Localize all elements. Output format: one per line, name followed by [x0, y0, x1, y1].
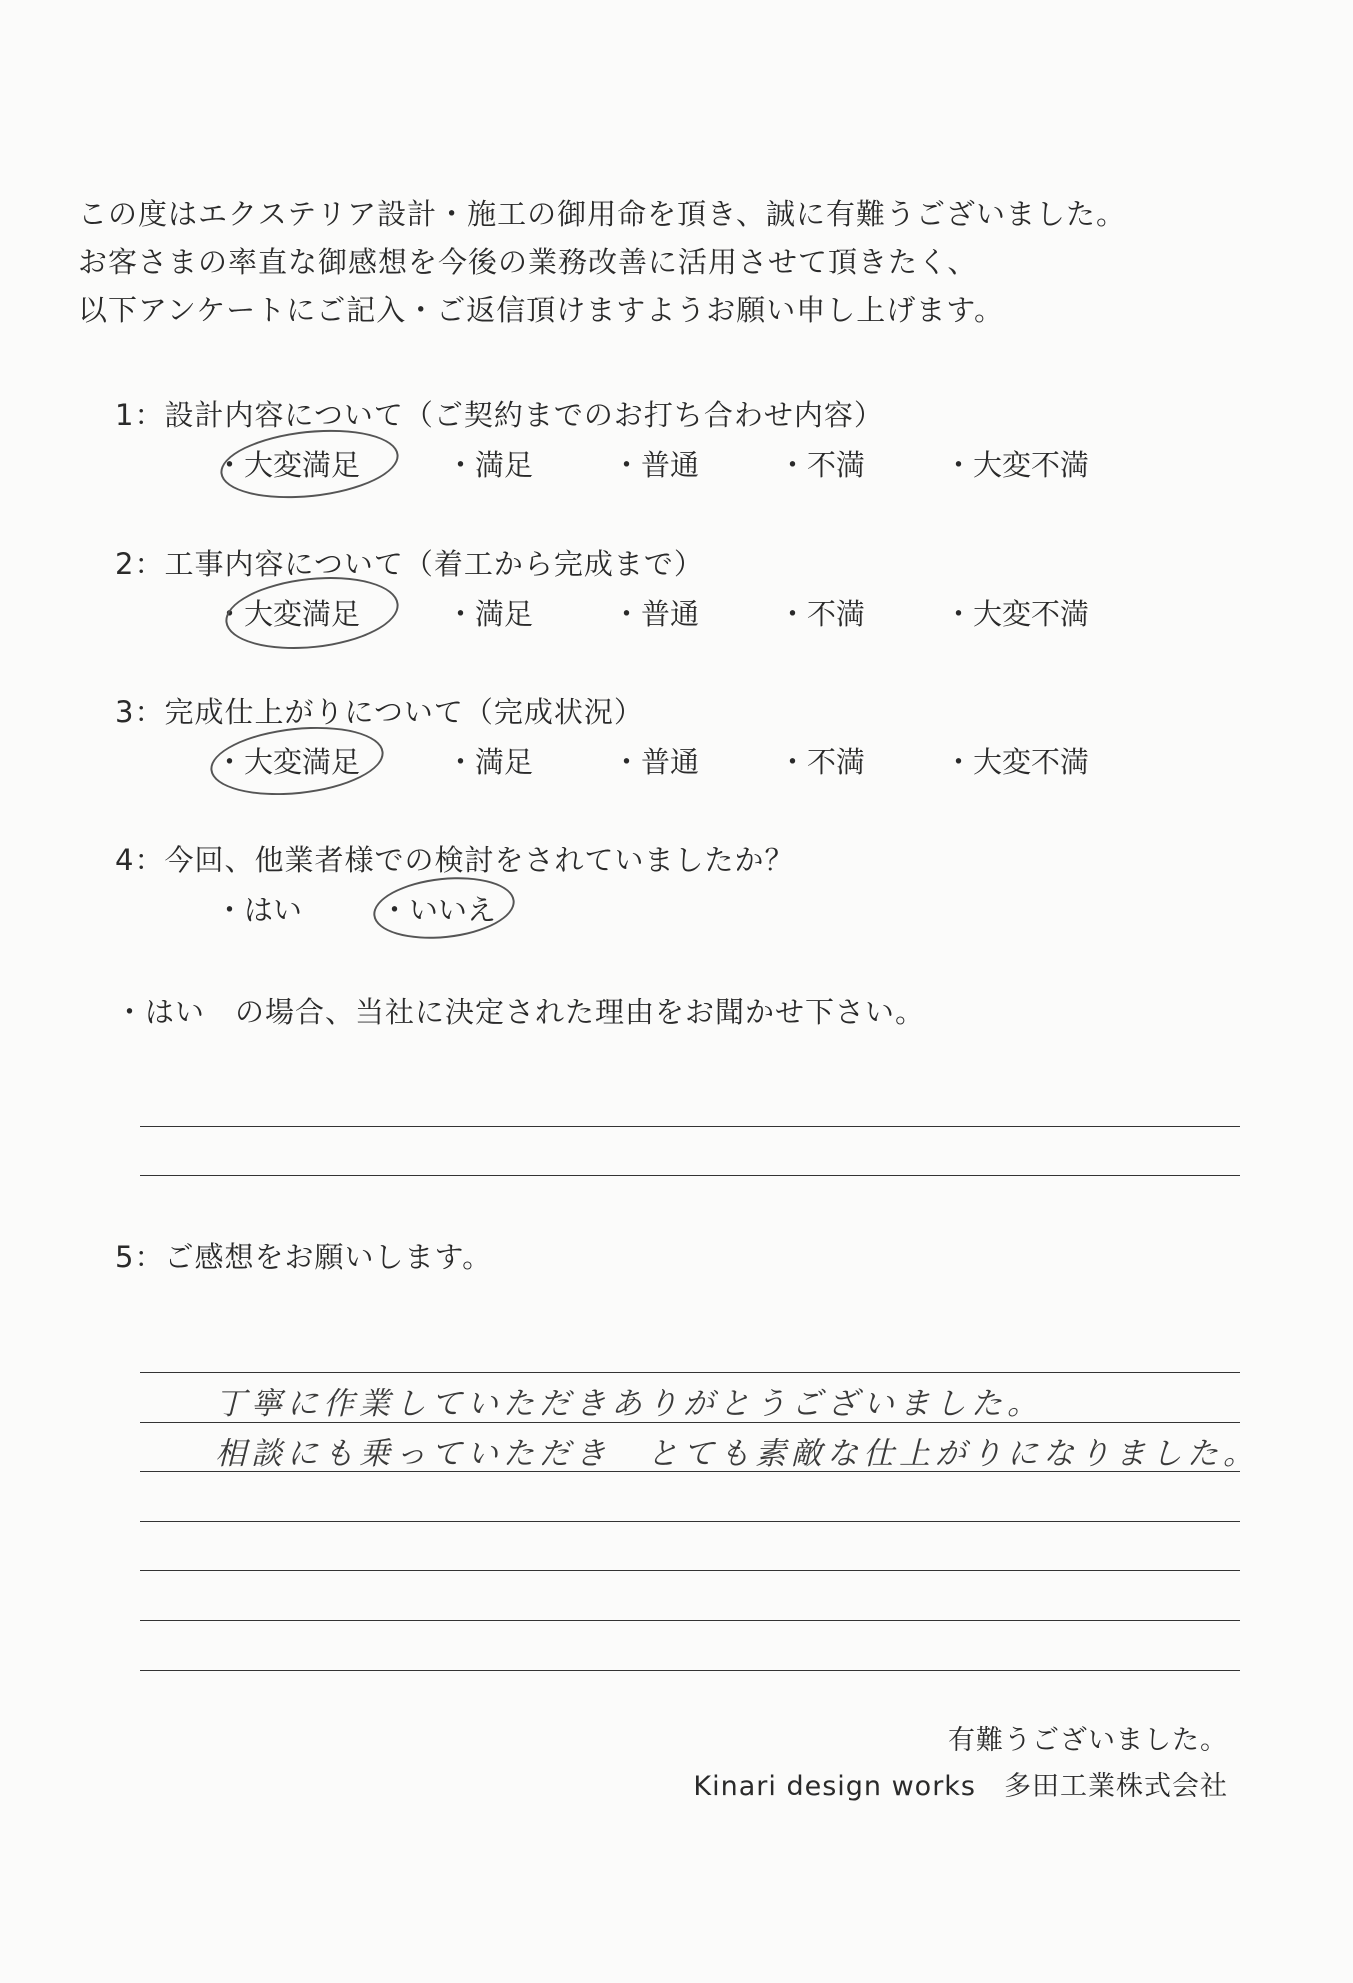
intro-line-2: お客さまの率直な御感想を今後の業務改善に活用させて頂きたく、	[78, 245, 978, 279]
question-2-options	[215, 592, 1115, 632]
comment-line-6	[140, 1620, 1240, 1621]
intro-text	[78, 190, 1126, 334]
question-1-options	[215, 443, 1115, 483]
option-dissatisfied[interactable]: ・不満	[778, 448, 866, 482]
option-very-dissatisfied[interactable]: ・大変不満	[944, 597, 1090, 631]
option-very-satisfied[interactable]: ・大変満足	[215, 448, 361, 482]
option-satisfied[interactable]: ・満足	[446, 597, 534, 631]
option-very-satisfied[interactable]: ・大変満足	[215, 597, 361, 631]
comment-handwritten-2: 相談にも乗っていただき とても素敵な仕上がりになりました。	[215, 1436, 1259, 1472]
option-yes[interactable]: ・はい	[215, 893, 303, 927]
comment-line-4	[140, 1521, 1240, 1522]
question-5-title: 5：ご感想をお願いします。	[115, 1240, 493, 1274]
question-3-options	[215, 740, 1115, 780]
comment-line-7	[140, 1670, 1240, 1671]
intro-line-1: この度はエクステリア設計・施工の御用命を頂き、誠に有難うございました。	[78, 197, 1126, 231]
option-normal[interactable]: ・普通	[612, 745, 700, 779]
option-satisfied[interactable]: ・満足	[446, 745, 534, 779]
option-dissatisfied[interactable]: ・不満	[778, 597, 866, 631]
question-2-title: 2：工事内容について（着工から完成まで）	[115, 547, 704, 581]
reason-line-2	[140, 1175, 1240, 1176]
option-normal[interactable]: ・普通	[612, 448, 700, 482]
option-normal[interactable]: ・普通	[612, 597, 700, 631]
comment-line-1	[140, 1372, 1240, 1373]
question-1-title: 1：設計内容について（ご契約までのお打ち合わせ内容）	[115, 398, 884, 432]
question-4-options	[215, 888, 1115, 928]
option-very-dissatisfied[interactable]: ・大変不満	[944, 745, 1090, 779]
question-3-title: 3：完成仕上がりについて（完成状況）	[115, 695, 644, 729]
reason-prompt: ・はい の場合、当社に決定された理由をお聞かせ下さい。	[115, 995, 926, 1029]
option-very-satisfied[interactable]: ・大変満足	[215, 745, 361, 779]
closing-thanks: 有難うございました。	[948, 1725, 1228, 1756]
option-very-dissatisfied[interactable]: ・大変不満	[944, 448, 1090, 482]
comment-handwritten-1: 丁寧に作業していただきありがとうございました。	[215, 1386, 1043, 1422]
reason-line-1	[140, 1126, 1240, 1127]
closing-company: Kinari design works 多田工業株式会社	[693, 1771, 1228, 1802]
intro-line-3: 以下アンケートにご記入・ご返信頂けますようお願い申し上げます。	[78, 293, 1004, 327]
option-no[interactable]: ・いいえ	[380, 893, 497, 927]
option-satisfied[interactable]: ・満足	[446, 448, 534, 482]
question-4-title: 4：今回、他業者様での検討をされていましたか？	[115, 843, 795, 877]
comment-line-5	[140, 1570, 1240, 1571]
option-dissatisfied[interactable]: ・不満	[778, 745, 866, 779]
